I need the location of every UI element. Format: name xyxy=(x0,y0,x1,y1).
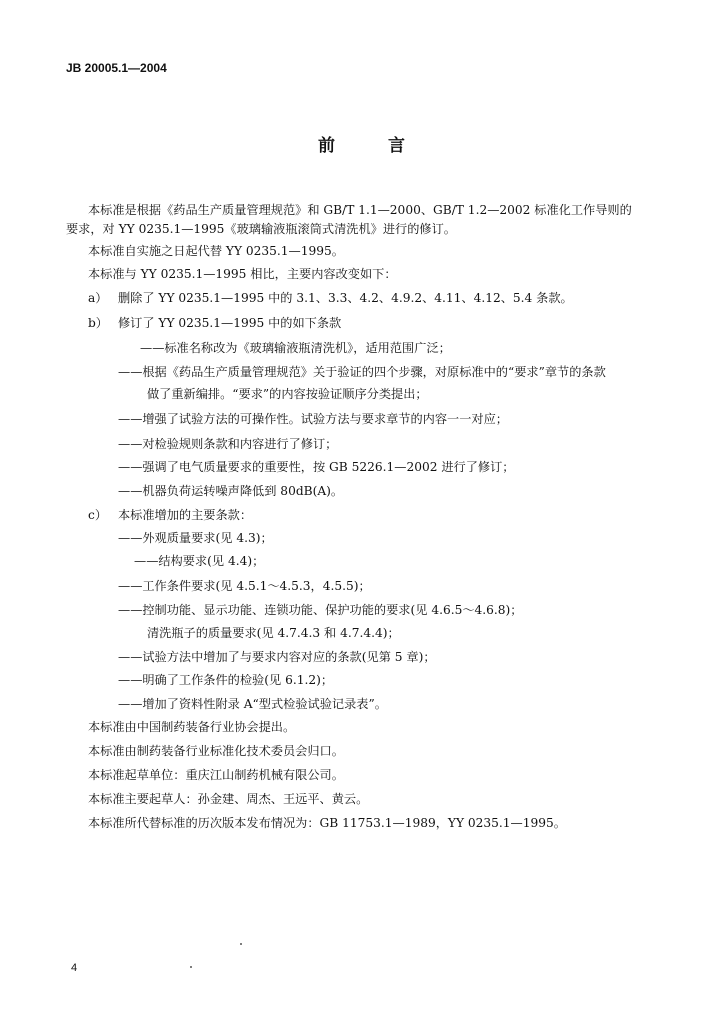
title-part-2: 言 xyxy=(388,136,406,156)
item-c-text: 本标准增加的主要条款： xyxy=(118,508,253,522)
item-c-dash-1: ——外观质量要求(见 4.3)； xyxy=(118,531,273,545)
item-c-dash-7: ——增加了资料性附录 A“型式检验试验记录表”。 xyxy=(118,697,387,711)
item-b-dash-4: ——对检验规则条款和内容进行了修订； xyxy=(118,437,338,451)
scan-speck xyxy=(240,943,242,945)
item-c-dash-4-line-2: 清洗瓶子的质量要求(见 4.7.4.3 和 4.7.4.4)； xyxy=(147,626,400,640)
item-b-label: b） xyxy=(88,316,108,330)
paragraph-7: 本标准主要起草人：孙金建、周杰、王远平、黄云。 xyxy=(88,792,369,806)
item-c-label: c） xyxy=(88,508,108,522)
scan-speck xyxy=(190,966,192,968)
item-c-dash-6: ——明确了工作条件的检验(见 6.1.2)； xyxy=(118,673,334,687)
paragraph-3: 本标准与 YY 0235.1—1995 相比，主要内容改变如下： xyxy=(88,267,397,281)
item-c-dash-2: ——结构要求(见 4.4)； xyxy=(134,554,265,568)
page-title xyxy=(0,131,724,156)
page-number: 4 xyxy=(71,962,78,974)
item-b-dash-2-line-2: 做了重新编排。“要求”的内容按验证顺序分类提出； xyxy=(147,387,428,401)
paragraph-1-line-2: 要求，对 YY 0235.1—1995《玻璃输液瓶滚筒式清洗机》进行的修订。 xyxy=(66,222,456,236)
item-a-text: 删除了 YY 0235.1—1995 中的 3.1、3.3、4.2、4.9.2、4.11、4.12、5.4 条款。 xyxy=(118,291,573,305)
item-b-dash-2-line-1: ——根据《药品生产质量管理规范》关于验证的四个步骤，对原标准中的“要求”章节的条款 xyxy=(118,365,606,379)
title-part-1: 前 xyxy=(318,136,336,156)
paragraph-5: 本标准由制药装备行业标准化技术委员会归口。 xyxy=(88,744,344,758)
paragraph-6: 本标准起草单位：重庆江山制药机械有限公司。 xyxy=(88,768,344,782)
item-b-dash-6: ——机器负荷运转噪声降低到 80dB(A)。 xyxy=(118,484,344,498)
item-a-label: a） xyxy=(88,291,108,305)
item-c-dash-4-line-1: ——控制功能、显示功能、连锁功能、保护功能的要求(见 4.6.5～4.6.8)； xyxy=(118,603,523,617)
paragraph-1-line-1: 本标准是根据《药品生产质量管理规范》和 GB/T 1.1—2000、GB/T 1.2—2002 标准化工作导则的 xyxy=(88,203,632,217)
paragraph-8: 本标准所代替标准的历次版本发布情况为：GB 11753.1—1989，YY 0235.1—1995。 xyxy=(88,816,566,830)
paragraph-4: 本标准由中国制药装备行业协会提出。 xyxy=(88,720,296,734)
item-c-dash-5: ——试验方法中增加了与要求内容对应的条款(见第 5 章)； xyxy=(118,650,436,664)
item-b-dash-3: ——增强了试验方法的可操作性。试验方法与要求章节的内容一一对应； xyxy=(118,412,508,426)
item-b-dash-5: ——强调了电气质量要求的重要性，按 GB 5226.1—2002 进行了修订； xyxy=(118,460,515,474)
standard-number: JB 20005.1—2004 xyxy=(66,61,167,75)
paragraph-2: 本标准自实施之日起代替 YY 0235.1—1995。 xyxy=(88,244,344,258)
item-b-dash-1: ——标准名称改为《玻璃输液瓶清洗机》，适用范围广泛； xyxy=(140,341,451,355)
item-c-dash-3: ——工作条件要求(见 4.5.1～4.5.3，4.5.5)； xyxy=(118,579,371,593)
item-b-text: 修订了 YY 0235.1—1995 中的如下条款 xyxy=(118,316,342,330)
